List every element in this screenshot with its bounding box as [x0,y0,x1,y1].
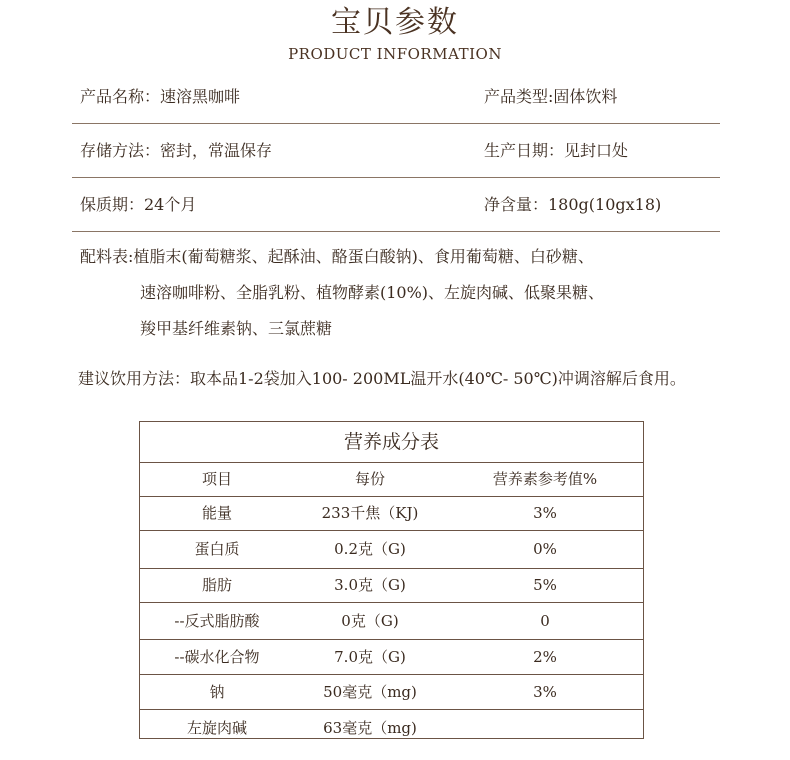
nutrient-name: 钠 [209,683,225,701]
product-info-table [72,70,720,232]
header-item: 项目 [201,470,232,488]
nutrient-amount: 50毫克（mg) [323,683,417,701]
table-row [140,640,643,675]
nutrient-name: 脂肪 [201,576,232,594]
nutrient-amount: 63毫克（mg) [323,719,417,737]
nutrition-table [139,421,644,739]
product-type: 产品类型:固体饮料 [484,87,618,106]
page-header [0,4,790,64]
info-row [72,70,720,124]
row-divider [72,231,720,232]
info-row [72,178,720,232]
nutrient-amount: 3.0克（G) [334,576,406,594]
nutrient-nrv: 2% [533,648,557,666]
nutrient-name: 蛋白质 [194,540,240,558]
nutrient-nrv: 0 [540,612,550,630]
page-subtitle: PRODUCT INFORMATION [288,45,502,63]
nutrition-title: 营养成分表 [140,422,643,463]
shelf-life: 保质期：24个月 [80,195,197,214]
table-row [140,603,643,640]
header-nrv: 营养素参考值% [492,470,598,488]
ingredients-line: 配料表:植脂末(葡萄糖浆、起酥油、酪蛋白酸钠)、食用葡萄糖、白砂糖、 [80,247,594,266]
nutrient-name: --碳水化合物 [174,648,260,666]
nutrient-nrv: 0% [533,540,557,558]
nutrient-amount: 233千焦（KJ) [321,504,419,522]
nutrient-nrv: 3% [533,504,557,522]
storage-method: 存储方法：密封，常温保存 [80,141,273,160]
usage-instructions: 建议饮用方法：取本品1-2袋加入100- 200ML温开水(40℃- 50℃)冲调溶解后食用。 [78,369,686,388]
page-title: 宝贝参数 [331,5,459,40]
header-per-serving: 每份 [354,470,385,488]
nutrient-name: 能量 [201,504,232,522]
table-row [140,531,643,568]
net-content: 净含量：180g(10gx18) [484,195,662,214]
nutrient-name: --反式脂肪酸 [174,612,260,630]
nutrient-nrv: 3% [533,683,557,701]
ingredients-line: 速溶咖啡粉、全脂乳粉、植物酵素(10%)、左旋肉碱、低聚果糖、 [140,283,605,302]
product-name: 产品名称：速溶黑咖啡 [80,87,241,106]
nutrient-amount: 7.0克（G) [334,648,406,666]
table-row [140,497,643,531]
table-row [140,568,643,603]
production-date: 生产日期：见封口处 [484,141,629,160]
info-row [72,124,720,178]
ingredients-line: 羧甲基纤维素钠、三氯蔗糖 [140,319,333,338]
nutrition-header-row [140,463,643,497]
nutrient-amount: 0克（G) [341,612,399,630]
nutrient-name: 左旋肉碱 [186,719,247,737]
ingredients-list [80,239,760,347]
nutrient-amount: 0.2克（G) [334,540,406,558]
table-row [140,675,643,710]
table-row [140,710,643,746]
nutrient-nrv: 5% [533,576,557,594]
